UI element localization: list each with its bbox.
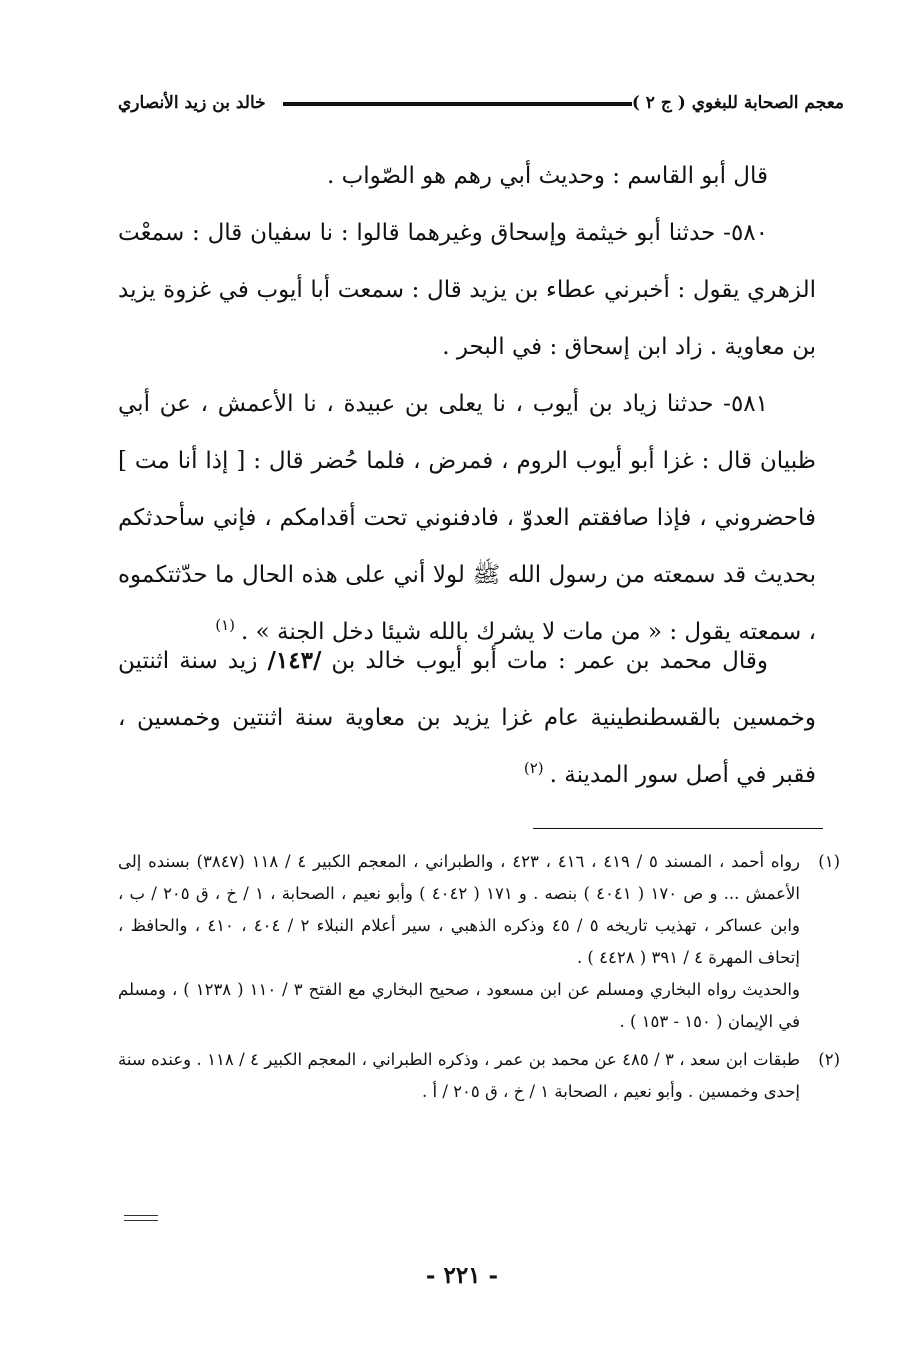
paragraph-death-text-a: وقال محمد بن عمر : مات أبو أيوب خالد بن — [321, 648, 768, 674]
footnote-ref-1: (١) — [215, 616, 236, 635]
running-header — [118, 93, 844, 121]
header-rule — [283, 102, 632, 106]
footnote-ref-2: (٢) — [523, 759, 544, 778]
paragraph-1 — [118, 148, 816, 205]
header-book-title: معجم الصحابة للبغوي ( ج ٢ ) — [631, 93, 844, 113]
hadith-581-text: ٥٨١- حدثنا زياد بن أيوب ، نا يعلى بن عبيدة ، نا الأعمش ، عن أبي ظبيان قال : غزا أبو أيوب الروم ، فمرض ، فلما حُضر قال : [ إذا أنا مت ] فاحضروني ، فإذا صافقتم العدوّ ، فادفنوني تحت أقدامكم ، فإني سأحدثكم بحديث قد سمعته من رسول الله ﷺ لولا أني على هذه الحال ما حدّثتكموه ، سمعته يقول : « من مات لا يشرك بالله شيئا دخل الجنة » . — [118, 391, 816, 645]
hadith-580-text: ٥٨٠- حدثنا أبو خيثمة وإسحاق وغيرهما قالوا : نا سفيان قال : سمعْت الزهري يقول : أخبرني عطاء بن يزيد قال : سمعت أبا أيوب في غزوة يزيد بن معاوية . زاد ابن إسحاق : في البحر . — [118, 220, 816, 360]
page-number: - ٢٢١ - — [425, 1262, 499, 1289]
footnote-body — [118, 1044, 800, 1108]
header-entry-title: خالد بن زيد الأنصاري — [118, 93, 266, 113]
paragraph-death — [118, 632, 816, 804]
footnote-text: رواه أحمد ، المسند ٥ / ٤١٩ ، ٤١٦ ، ٤٢٣ ، والطبراني ، المعجم الكبير ٤ / ١١٨ (٣٨٤٧) بسنده إلى الأعمش ... و ص ١٧٠ ( ٤٠٤١ ) بنصه . و ١٧١ ( ٤٠٤٢ ) وأبو نعيم ، الصحابة ، ١ / خ ، ق ٢٠٥ / ب ، وابن عساكر ، تهذيب تاريخه ٥ / ٤٥ وذكره الذهبي ، سير أعلام النبلاء ٢ / ٤٠٤ ، ٤١٠ ، والحافظ ، إتحاف المهرة ٤ / ٣٩١ ( ٤٤٢٨ ) . — [118, 852, 801, 967]
footnote-body — [118, 846, 800, 1038]
footnote-number: (٢) — [818, 1050, 840, 1069]
footnote-1 — [118, 846, 840, 1038]
hadith-581-para — [118, 376, 816, 661]
paragraph-1-text: قال أبو القاسم : وحديث أبي رهم هو الصّواب . — [326, 163, 768, 189]
footnote-separator — [533, 828, 823, 829]
end-mark-line — [124, 1215, 158, 1216]
hadith-580 — [118, 205, 816, 376]
hadith-581 — [118, 376, 816, 661]
footnote-text-continued: والحديث رواه البخاري ومسلم عن ابن مسعود ، صحيح البخاري مع الفتح ٣ / ١١٠ ( ١٢٣٨ ) ، ومسلم في الإيمان ( ١٥٠ - ١٥٣ ) . — [118, 980, 800, 1031]
footnote-text: طبقات ابن سعد ، ٣ / ٤٨٥ عن محمد بن عمر ، وذكره الطبراني ، المعجم الكبير ٤ / ١١٨ . وعنده سنة إحدى وخمسين . وأبو نعيم ، الصحابة ١ / خ ، ق ٢٠٥ / أ . — [118, 1050, 800, 1101]
paragraph-death-para — [118, 632, 816, 804]
end-mark — [124, 1215, 158, 1225]
end-mark-line — [124, 1220, 158, 1221]
footnote-number: (١) — [818, 852, 840, 871]
paragraph-death-text-b: زيد سنة اثنتين وخمسين بالقسطنطينية عام غزا يزيد بن معاوية سنة اثنتين وخمسين ، فقبر في أصل سور المدينة . — [118, 648, 816, 788]
footnotes — [118, 846, 840, 1108]
footnote-2 — [118, 1044, 840, 1108]
manuscript-folio-marker: /١٤٣/ — [267, 647, 322, 674]
